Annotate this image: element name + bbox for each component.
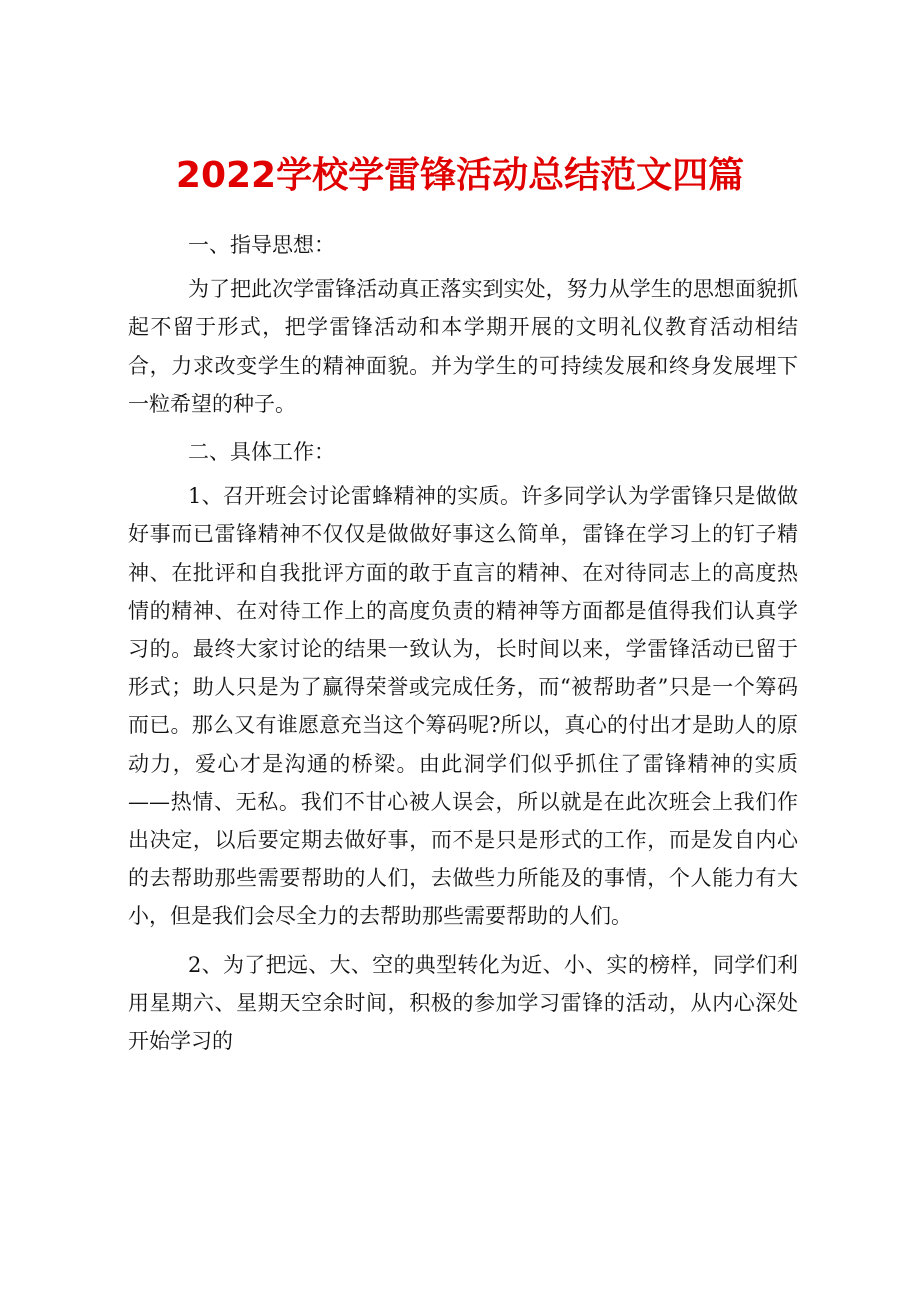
document-body <box>128 226 798 1070</box>
paragraph-item-1: 1、召开班会讨论雷蜂精神的实质。许多同学认为学雷锋只是做做好事而已雷锋精神不仅仅是做做好事这么简单，雷锋在学习上的钉子精神、在批评和自我批评方面的敢于直言的精神、在对待同志上的高度热情的精神、在对待工作上的高度负责的精神等方面都是值得我们认真学习的。最终大家讨论的结果一致认为，长时间以来，学雷锋活动已留于形式；助人只是为了赢得荣誉或完成任务，而“被帮助者”只是一个筹码而已。那么又有谁愿意充当这个筹码呢?所以，真心的付出才是助人的原动力，爱心才是沟通的桥梁。由此洞学们似乎抓住了雷锋精神的实质——热情、无私。我们不甘心被人误会，所以就是在此次班会上我们作出决定，以后要定期去做好事，而不是只是形式的工作，而是发自内心的去帮助那些需要帮助的人们，去做些力所能及的事情，个人能力有大小，但是我们会尽全力的去帮助那些需要帮助的人们。 <box>128 484 798 929</box>
page-title: 2022学校学雷锋活动总结范文四篇 <box>175 155 745 197</box>
paragraph-guiding-thought: 为了把此次学雷锋活动真正落实到实处，努力从学生的思想面貌抓起不留于形式，把学雷锋活动和本学期开展的文明礼仪教育活动相结合，力求改变学生的精神面貌。并为学生的可持续发展和终身发展埋下一粒希望的种子。 <box>128 277 798 416</box>
section-heading-specific-work: 二、具体工作： <box>188 440 335 465</box>
section-heading-guiding-thought: 一、指导思想： <box>188 233 335 257</box>
paragraph-item-2: 2、为了把远、大、空的典型转化为近、小、实的榜样，同学们利用星期六、星期天空余时间，积极的参加学习雷锋的活动，从内心深处开始学习的 <box>128 952 798 1054</box>
